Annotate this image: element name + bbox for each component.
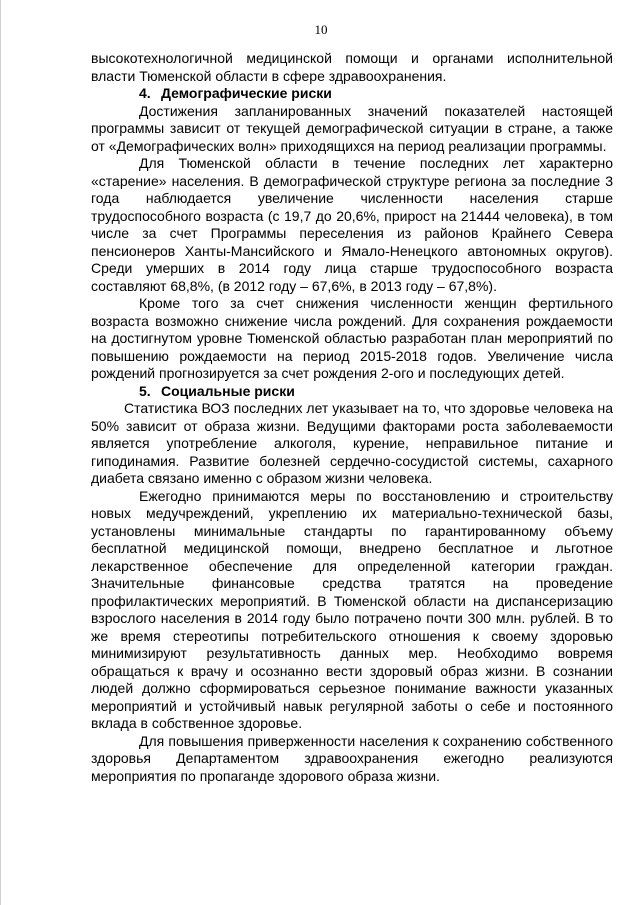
paragraph-intro-continuation: высокотехнологичной медицинской помощи и органами исполнительной власти Тюменской области в сфере здравоохранения. — [91, 50, 613, 84]
paragraph-demographic-2: Для Тюменской области в течение последних лет характерно «старение» населения. В демографической структуре региона за последние 3 года наблюдается увеличение численности населения старше трудоспособного возраста (с 19,7 до 20,6%, прирост на 21444 человека), в том числе за счет Программы переселения из районов Крайнего Севера пенсионеров Ханты-Мансийского и Ямало-Ненецкого автономных округов). Среди умерших в 2014 году лица старше трудоспособного возраста составляют 68,8%, (в 2012 году – 67,6%, в 2013 году – 67,8%). — [91, 155, 613, 294]
paragraph-social-1: Статистика ВОЗ последних лет указывает на то, что здоровье человека на 50% зависит от образа жизни. Ведущими факторами роста заболеваемости является употребление алкоголя, курение, неправильное питание и гиподинамия. Развитие болезней сердечно-сосудистой системы, сахарного диабета связано именно с образом жизни человека. — [91, 400, 613, 486]
document-body — [91, 50, 613, 785]
section-title: Демографические риски — [161, 85, 332, 101]
paragraph-social-3: Для повышения приверженности населения к сохранению собственного здоровья Департаментом здравоохранения ежегодно реализуются мероприятия по пропаганде здорового образа жизни. — [91, 732, 613, 784]
section-number: 5. — [139, 382, 151, 399]
paragraph-demographic-1: Достижения запланированных значений показателей настоящей программы зависит от текущей демографической ситуации в стране, а также от «Демографических волн» приходящихся на период реализации программы. — [91, 102, 613, 154]
section-title: Социальные риски — [161, 382, 295, 399]
paragraph-social-2: Ежегодно принимаются меры по восстановлению и строительству новых медучреждений, укреплению их материально-технической базы, установлены минимальные стандарты по гарантированному объему бесплатной медицинской помощи, внедрено бесплатное и льготное лекарственное обеспечение для определенной категории граждан. Значительные финансовые средства тратятся на проведение профилактических мероприятий. В Тюменской области на диспансеризацию взрослого населения в 2014 году было потрачено почти 300 млн. рублей. В то же время стереотипы потребительского отношения к своему здоровью минимизируют результативность данных мер. Необходимо вовремя обращаться к врачу и осознанно вести здоровый образ жизни. В сознании людей должно сформироваться серьезное понимание важности указанных мероприятий и устойчивый навык регулярной заботы о себе и постоянного вклада в собственное здоровье. — [91, 487, 613, 731]
page-number: 10 — [314, 22, 328, 37]
paragraph-demographic-3: Кроме того за счет снижения численности женщин фертильного возраста возможно снижение числа рождений. Для сохранения рождаемости на достигнутом уровне Тюменской областью разработан план мероприятий по повышению рождаемости на период 2015-2018 годов. Увеличение числа рождений прогнозируется за счет рождения 2-ого и последующих детей. — [91, 295, 613, 381]
section-heading-demographic-risks — [91, 85, 613, 103]
section-heading-social-risks — [91, 383, 613, 401]
section-number: 4. — [139, 85, 151, 101]
